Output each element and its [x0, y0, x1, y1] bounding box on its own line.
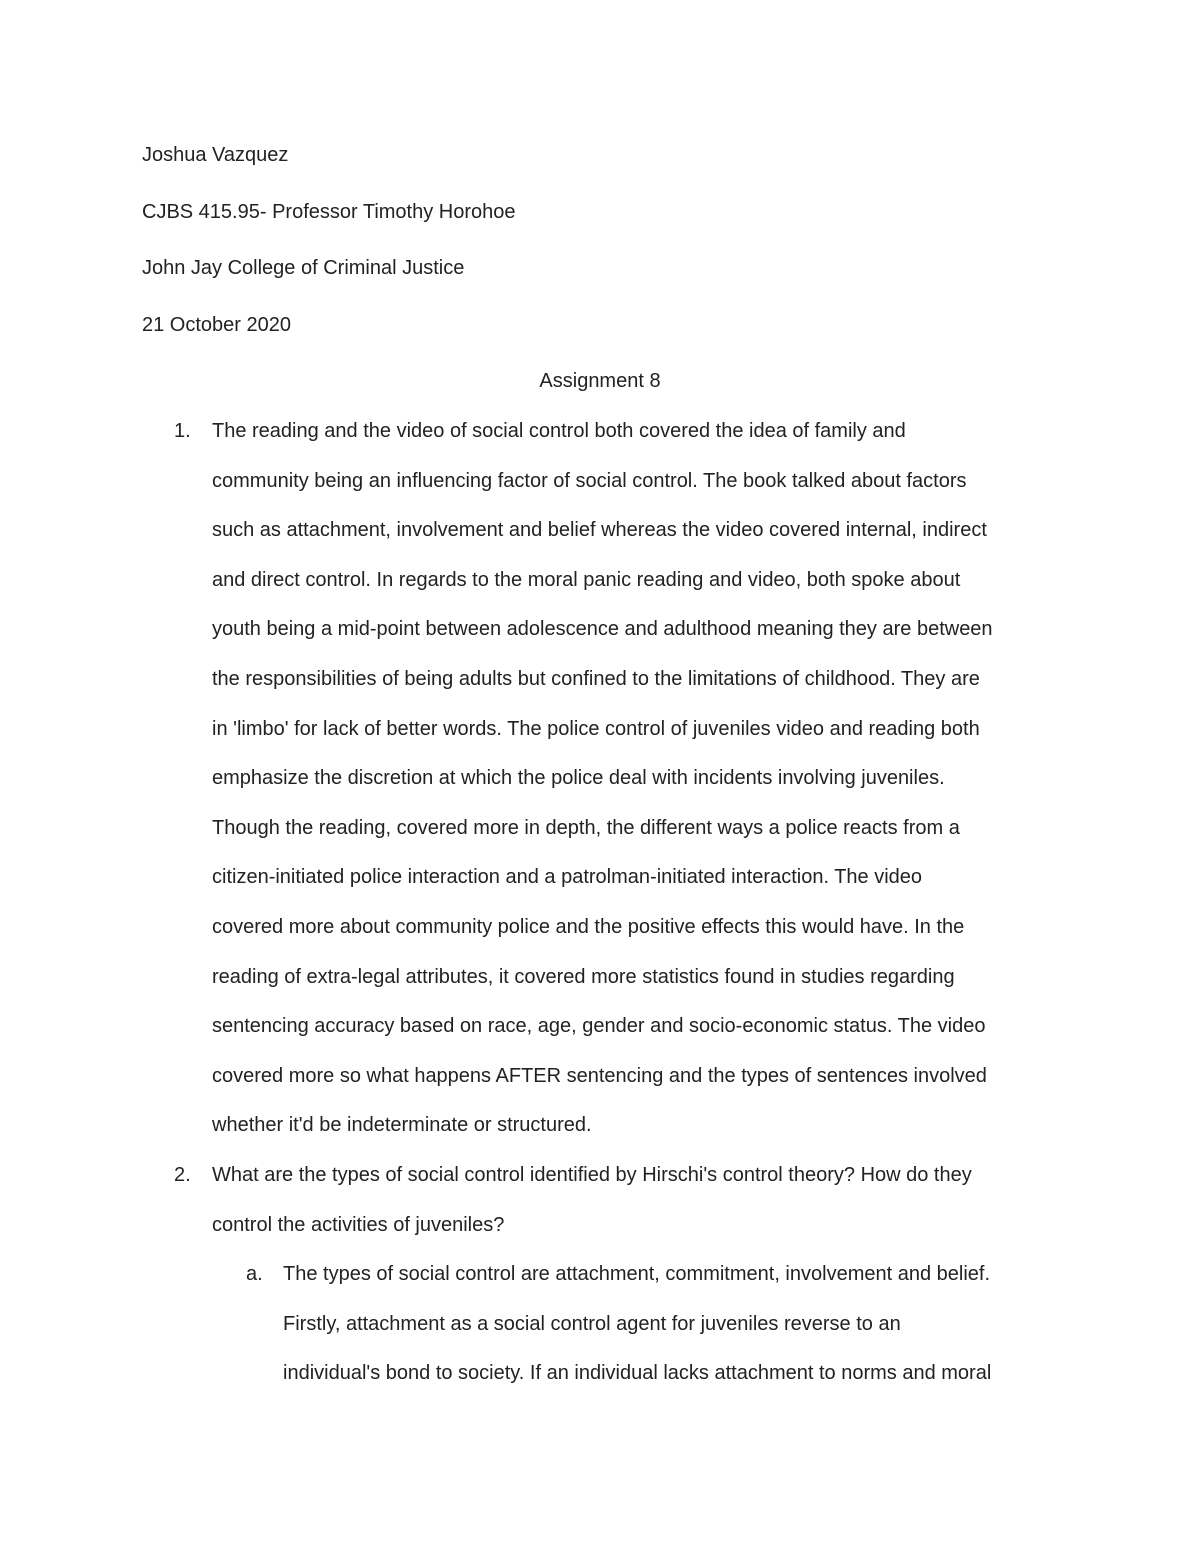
text-line: whether it'd be indeterminate or structured.	[212, 1114, 592, 1137]
text-line: What are the types of social control identified by Hirschi's control theory? How do they	[212, 1164, 972, 1186]
text-line: covered more so what happens AFTER sentencing and the types of sentences involved	[212, 1064, 987, 1087]
text-line: and direct control. In regards to the moral panic reading and video, both spoke about	[212, 568, 961, 591]
author-name: Joshua Vazquez	[142, 144, 289, 166]
sub-list-item-letter: a.	[246, 1263, 263, 1285]
course-line: CJBS 415.95- Professor Timothy Horohoe	[142, 201, 516, 223]
text-line: The types of social control are attachment, commitment, involvement and belief.	[283, 1263, 991, 1285]
text-line: youth being a mid-point between adolescence and adulthood meaning they are between	[212, 618, 993, 641]
text-line: such as attachment, involvement and belief whereas the video covered internal, indirect	[212, 519, 987, 542]
text-line: covered more about community police and the positive effects this would have. In the	[212, 915, 965, 938]
text-line: Though the reading, covered more in depth, the different ways a police reacts from a	[212, 816, 960, 839]
list-item-text	[212, 407, 993, 1151]
date-line: 21 October 2020	[142, 314, 291, 336]
text-line: individual's bond to society. If an individual lacks attachment to norms and moral	[283, 1362, 992, 1385]
text-line: control the activities of juveniles?	[212, 1213, 505, 1236]
text-line: sentencing accuracy based on race, age, gender and socio-economic status. The video	[212, 1015, 986, 1038]
list-item-number: 1.	[174, 420, 191, 442]
text-line: emphasize the discretion at which the police deal with incidents involving juveniles.	[212, 767, 945, 790]
text-line: in 'limbo' for lack of better words. The police control of juveniles video and reading both	[212, 717, 980, 740]
assignment-title: Assignment 8	[539, 370, 661, 392]
list-item-number: 2.	[174, 1164, 191, 1186]
text-line: reading of extra-legal attributes, it covered more statistics found in studies regarding	[212, 965, 955, 988]
list-item-text	[212, 1151, 972, 1250]
text-line: community being an influencing factor of social control. The book talked about factors	[212, 469, 967, 492]
text-line: Firstly, attachment as a social control agent for juveniles reverse to an	[283, 1312, 901, 1335]
text-line: the responsibilities of being adults but confined to the limitations of childhood. They are	[212, 667, 980, 690]
sub-list-item-text	[283, 1250, 991, 1399]
text-line: The reading and the video of social control both covered the idea of family and	[212, 420, 906, 442]
text-line: citizen-initiated police interaction and a patrolman-initiated interaction. The video	[212, 866, 923, 889]
institution-line: John Jay College of Criminal Justice	[142, 257, 465, 279]
